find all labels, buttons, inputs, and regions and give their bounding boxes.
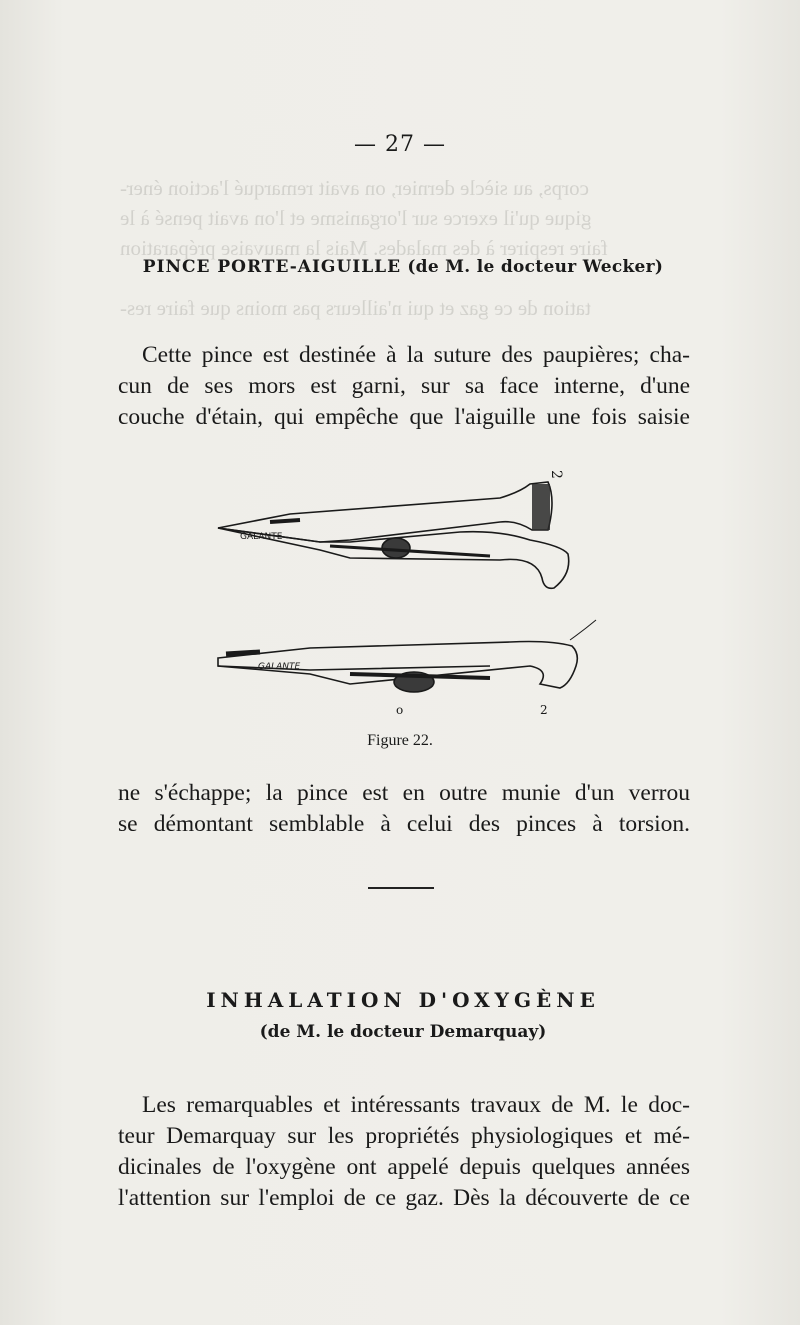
figure-marker-top: 2 <box>548 470 564 479</box>
section-subtitle-author: (de M. le docteur Demarquay) <box>259 1022 547 1042</box>
text-line: Cette pince est destinée à la suture des paupières; cha- <box>142 342 690 368</box>
text-line: ne s'échappe; la pince est en outre munie d'un verrou <box>118 780 690 806</box>
text-line: cun de ses mors est garni, sur sa face interne, d'une <box>118 373 690 399</box>
text-line: se démontant semblable à celui des pinces à torsion. <box>118 811 690 837</box>
text-line: couche d'étain, qui empêche que l'aiguille une fois saisie <box>118 404 690 430</box>
instrument-label-top: GALANTE <box>240 532 283 542</box>
bleed-through-text: gique qu'il exerce sur l'organisme et l'on avait pensé à le <box>120 206 592 230</box>
text-line: Les remarquables et intéressants travaux de M. le doc- <box>142 1092 690 1118</box>
text-line: l'attention sur l'emploi de ce gaz. Dès la découverte de ce <box>118 1185 690 1211</box>
figure-marker-bottom-left: o <box>396 703 404 717</box>
section-divider <box>368 887 434 889</box>
page-number: — 27 — <box>354 132 446 157</box>
text-line: dicinales de l'oxygène ont appelé depuis quelques années <box>118 1154 690 1180</box>
bleed-through-text: corps, au siècle dernier, on avait remarqué l'action éner- <box>120 176 589 200</box>
section-title-pince <box>118 257 688 277</box>
bleed-through-text: tation de ce gaz et qui n'ailleurs pas moins que faire res- <box>120 296 591 320</box>
figure-marker-bottom-right: 2 <box>540 703 548 717</box>
section-title-author: (de M. le docteur Wecker) <box>407 257 664 277</box>
figure-caption: Figure 22. <box>367 732 433 749</box>
forceps-illustration <box>200 470 620 730</box>
text-line: teur Demarquay sur les propriétés physiologiques et mé- <box>118 1123 690 1149</box>
section-title-inhalation: INHALATION D'OXYGÈNE <box>206 988 600 1012</box>
section-title-caps: PINCE PORTE-AIGUILLE <box>142 257 402 277</box>
paragraph-2 <box>118 778 690 840</box>
instrument-label-bottom: GALANTE <box>258 662 301 672</box>
paragraph-3 <box>118 1090 690 1214</box>
paragraph-1 <box>118 340 690 433</box>
bleed-through-text: faire respirer à des malades. Mais la mauvaise préparation <box>120 236 609 260</box>
